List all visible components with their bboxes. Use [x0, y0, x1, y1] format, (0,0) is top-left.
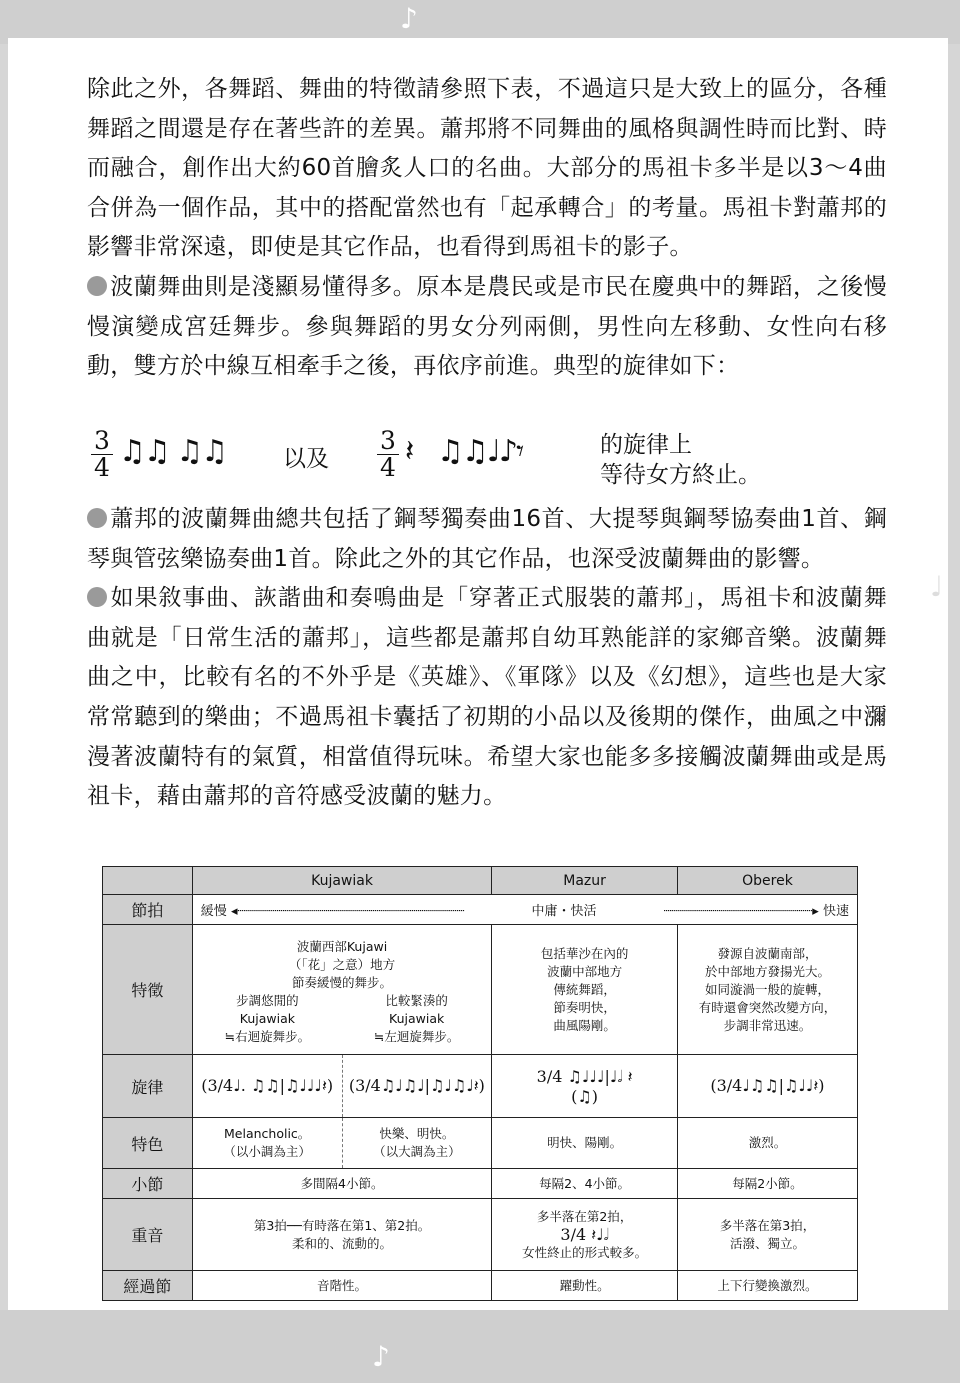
- table-row-passage: [103, 1271, 858, 1301]
- body-text-2: [87, 500, 887, 817]
- table-row-features: [103, 925, 858, 1055]
- melody-oberek: (3/4♩♫♫|♫♩♩𝄽): [677, 1055, 857, 1118]
- row-label: 經過節: [103, 1271, 193, 1301]
- rhythm-notes-1: ♫♫ ♫♫: [119, 434, 227, 469]
- rhythm-connector: 以及: [283, 446, 329, 472]
- row-label: 重音: [103, 1199, 193, 1271]
- bullet-icon: [87, 508, 107, 528]
- paragraph-4: 如果敘事曲、詼諧曲和奏鳴曲是「穿著正式服裝的蕭邦」，馬祖卡和波蘭舞曲就是「日常生活的蕭邦」，這些都是蕭邦自幼耳熟能詳的家鄉音樂。波蘭舞曲之中，比較有名的不外乎是《英雄》、《軍隊》以及《幻想》，這些也是大家常常聽到的樂曲；不過馬祖卡囊括了初期的小品以及後期的傑作，曲風之中瀰漫著波蘭特有的氣質，相當值得玩味。希望大家也能多多接觸波蘭舞曲或是馬祖卡，藉由蕭邦的音符感受波蘭的魅力。: [87, 585, 887, 810]
- accent-oberek: 多半落在第3拍， 活潑、獨立。: [677, 1199, 857, 1271]
- time-signature-2: $\frac{3}{4}$: [377, 428, 399, 481]
- accent-kujawiak: 第3拍──有時落在第1、第2拍。 柔和的、流動的。: [192, 1199, 491, 1271]
- bars-oberek: 每隔2小節。: [677, 1169, 857, 1199]
- melody-mazur: 3/4 ♫♩♩♩|♩𝅗𝅥 𝄽 (♫): [492, 1055, 678, 1118]
- accent-mazur: 多半落在第2拍， 3/4 𝄽♩𝅗𝅥 女性終止的形式較多。: [492, 1199, 678, 1271]
- paragraph-1: 除此之外，各舞蹈、舞曲的特徵請參照下表，不過這只是大致上的區分，各種舞蹈之間還是存在著些許的差異。蕭邦將不同舞曲的風格與調性時而比對、時而融合，創作出大約60首膾炙人口的名曲。大部分的馬祖卡多半是以3～4曲合併為一個作品，其中的搭配當然也有「起承轉合」的考量。馬祖卡對蕭邦的影響非常深遠，即使是其它作品，也看得到馬祖卡的影子。: [87, 76, 887, 261]
- features-oberek: 發源自波蘭南部， 於中部地方發揚光大。 如同漩渦一般的旋轉， 有時還會突然改變方向， 步調非常迅速。: [677, 925, 857, 1055]
- passage-mazur: 躍動性。: [492, 1271, 678, 1301]
- row-label: 特色: [103, 1118, 193, 1169]
- passage-kujawiak: 音階性。: [192, 1271, 491, 1301]
- rhythm-caption-2: 等待女方終止。: [600, 462, 761, 488]
- table-row-melody: [103, 1055, 858, 1118]
- passage-oberek: 上下行變換激烈。: [677, 1271, 857, 1301]
- tempo-mid: 中庸・快活: [531, 904, 597, 919]
- features-kujawiak: 波蘭西部Kujawi （「花」之意）地方 節奏緩慢的舞步。 步調悠閒的 Kujawiak ≒右迴旋舞步。 比較緊湊的 Kujawiak ≒左迴旋舞步。: [192, 925, 491, 1055]
- polonaise-rhythm: [87, 426, 887, 488]
- table-row-tempo: [103, 895, 858, 925]
- character-kujawiak: Melancholic。 （以小調為主） 快樂、明快。 （以大調為主）: [192, 1118, 491, 1169]
- tempo-slow: 緩慢 ◂┈┈┈┈┈┈┈┈┈┈┈┈┈┈┈┈┈┈┈┈┈┈┈┈┈┈┈┈┈: [200, 904, 465, 919]
- header-kujawiak: Kujawiak: [192, 867, 491, 895]
- time-signature-1: $\frac{3}{4}$: [91, 428, 113, 481]
- paragraph-3: 蕭邦的波蘭舞曲總共包括了鋼琴獨奏曲16首、大提琴與鋼琴協奏曲1首、鋼琴與管弦樂協奏曲1首。除此之外的其它作品，也深受波蘭舞曲的影響。: [87, 506, 887, 572]
- music-note-icon: ♪: [372, 1340, 390, 1373]
- bars-mazur: 每隔2、4小節。: [492, 1169, 678, 1199]
- row-label: 旋律: [103, 1055, 193, 1118]
- paragraph-2: 波蘭舞曲則是淺顯易懂得多。原本是農民或是市民在慶典中的舞蹈，之後慢慢演變成宮廷舞步。參與舞蹈的男女分列兩側，男性向左移動、女性向右移動，雙方於中線互相牽手之後，再依序前進。典型的旋律如下：: [87, 273, 887, 380]
- row-label: 小節: [103, 1169, 193, 1199]
- row-label: 特徵: [103, 925, 193, 1055]
- rest-symbol: 𝄽: [405, 434, 413, 469]
- features-mazur: 包括華沙在內的 波蘭中部地方 傳統舞蹈， 節奏明快， 曲風陽剛。: [492, 925, 678, 1055]
- music-note-icon: ♪: [400, 2, 418, 35]
- character-oberek: 激烈。: [677, 1118, 857, 1169]
- body-text: [87, 70, 887, 387]
- bullet-icon: [87, 587, 107, 607]
- bullet-icon: [87, 276, 107, 296]
- table-header-row: [103, 867, 858, 895]
- melody-kujawiak: (3/4♩. ♫♫|♫♩♩♩𝄽) (3/4♫♩♫♩|♫♩♫♩𝄽): [192, 1055, 491, 1118]
- torn-paper-bottom: [0, 1310, 960, 1383]
- bars-kujawiak: 多間隔4小節。: [192, 1169, 491, 1199]
- header-mazur: Mazur: [492, 867, 678, 895]
- row-label: 節拍: [103, 895, 193, 925]
- dance-comparison-table: [102, 866, 858, 1301]
- table-row-accent: [103, 1199, 858, 1271]
- music-note-icon: ♩: [930, 570, 944, 603]
- rhythm-notes-2: ♫♫♩♪𝄾: [437, 434, 523, 469]
- character-mazur: 明快、陽剛。: [492, 1118, 678, 1169]
- tempo-fast: ┈┈┈┈┈┈┈┈┈┈┈┈┈┈┈┈┈┈┈▸ 快速: [663, 904, 849, 919]
- rhythm-caption-1: 的旋律上: [600, 432, 692, 458]
- header-blank: [103, 867, 193, 895]
- table-row-bars: [103, 1169, 858, 1199]
- table-row-character: [103, 1118, 858, 1169]
- header-oberek: Oberek: [677, 867, 857, 895]
- tempo-scale: [192, 895, 857, 925]
